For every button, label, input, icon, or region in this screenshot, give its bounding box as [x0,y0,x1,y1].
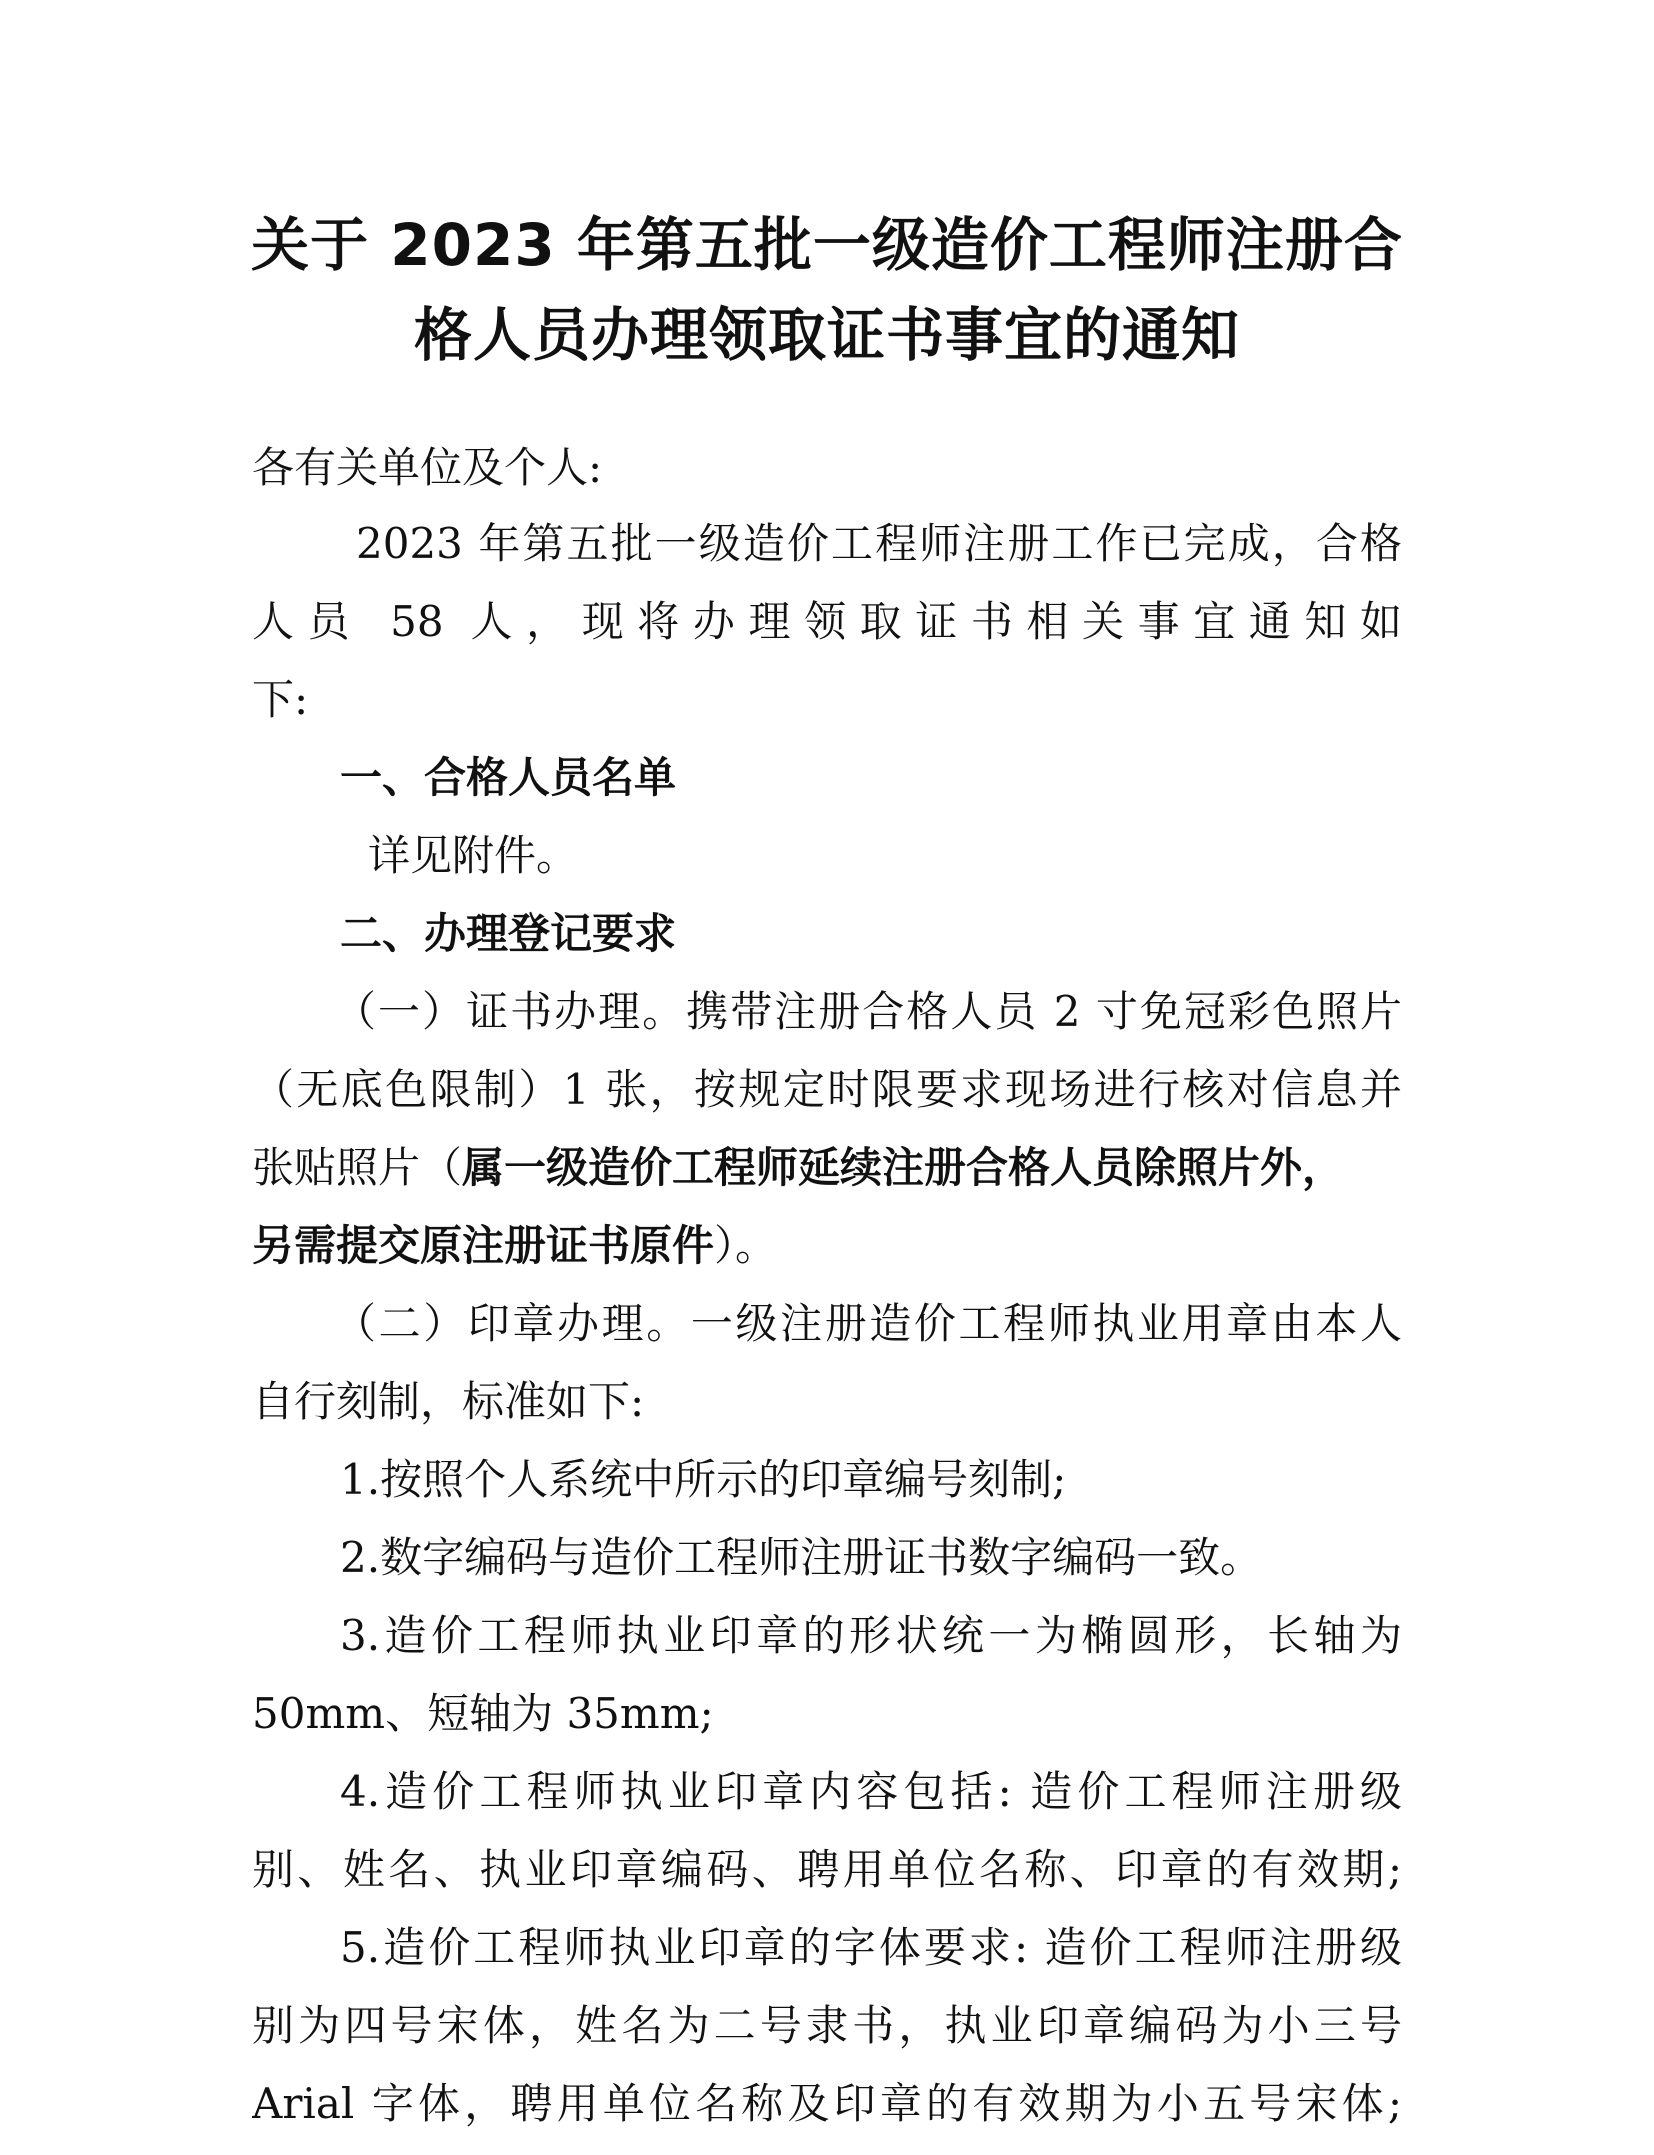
rule-5-line-3: Arial 字体，聘用单位名称及印章的有效期为小五号宋体; [252,2079,1402,2128]
intro-line-3: 下: [252,675,309,724]
intro-line-2: 人员 58 人，现将办理领取证书相关事宜通知如 [252,597,1402,646]
rule-2: 2.数字编码与造价工程师注册证书数字编码一致。 [340,1533,1263,1582]
item-1-line-4-bold: 另需提交原注册证书原件 [252,1221,715,1270]
rule-5-line-2: 别为四号宋体，姓名为二号隶书，执业印章编码为小三号 [252,2001,1402,2050]
rule-1: 1.按照个人系统中所示的印章编号刻制; [340,1455,1067,1504]
item-1-line-3-bold: 属一级造价工程师延续注册合格人员除照片外， [462,1143,1345,1192]
item-1-line-1: （一）证书办理。携带注册合格人员 2 寸免冠彩色照片 [334,987,1402,1036]
section-1-heading: 一、合格人员名单 [340,753,677,802]
rule-4-line-1: 4.造价工程师执业印章内容包括: 造价工程师注册级 [340,1767,1402,1816]
document-title-line-2: 格人员办理领取证书事宜的通知 [413,301,1240,369]
rule-4-line-2: 别、姓名、执业印章编码、聘用单位名称、印章的有效期; [252,1845,1402,1894]
rule-3-line-1: 3.造价工程师执业印章的形状统一为椭圆形，长轴为 [340,1611,1402,1660]
item-1-line-4 [252,1216,1402,1276]
document-title-line-1: 关于 2023 年第五批一级造价工程师注册合 [251,211,1403,279]
item-2-line-1: （二）印章办理。一级注册造价工程师执业用章由本人 [334,1299,1402,1348]
intro-line-1: 2023 年第五批一级造价工程师注册工作已完成，合格 [356,519,1402,568]
item-1-line-3-normal: 张贴照片（ [252,1143,463,1192]
item-1-line-3 [252,1138,1402,1198]
item-1-line-4-normal: ）。 [714,1221,778,1270]
section-2-heading: 二、办理登记要求 [340,909,677,958]
section-1-body: 详见附件。 [368,831,579,880]
item-2-line-2: 自行刻制，标准如下: [252,1377,645,1426]
salutation: 各有关单位及个人: [252,443,603,492]
rule-3-line-2: 50mm、短轴为 35mm; [252,1689,714,1738]
rule-5-line-1: 5.造价工程师执业印章的字体要求: 造价工程师注册级 [340,1923,1402,1972]
item-1-line-2: （无底色限制）1 张，按规定时限要求现场进行核对信息并 [252,1065,1402,1114]
